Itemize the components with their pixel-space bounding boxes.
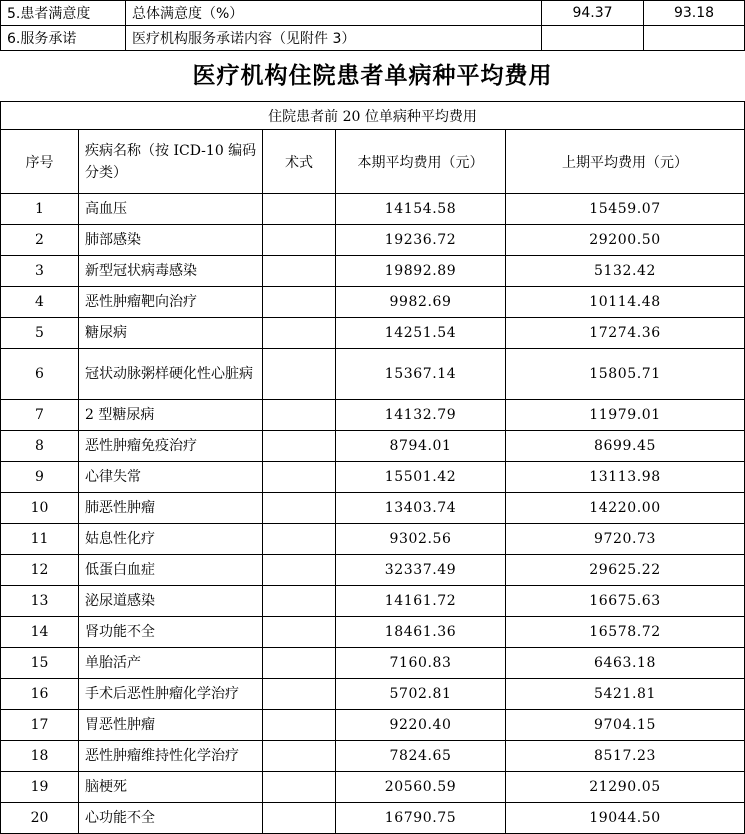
row-index: 4 [1, 287, 79, 318]
previous-cost: 10114.48 [506, 287, 745, 318]
current-cost: 14132.79 [336, 400, 506, 431]
row-index: 15 [1, 648, 79, 679]
disease-name: 脑梗死 [79, 772, 263, 803]
previous-cost: 29200.50 [506, 225, 745, 256]
row-index: 10 [1, 493, 79, 524]
current-cost: 9982.69 [336, 287, 506, 318]
row-index: 3 [1, 256, 79, 287]
disease-name: 胃恶性肿瘤 [79, 710, 263, 741]
disease-name: 糖尿病 [79, 318, 263, 349]
header-current-cost: 本期平均费用（元） [336, 130, 506, 194]
previous-cost: 9704.15 [506, 710, 745, 741]
current-cost: 13403.74 [336, 493, 506, 524]
table-row [1, 194, 745, 225]
disease-name: 肺部感染 [79, 225, 263, 256]
page-title: 医疗机构住院患者单病种平均费用 [192, 62, 553, 89]
table-row [1, 349, 745, 400]
surgery-type [263, 287, 336, 318]
indicator-label: 6.服务承诺 [1, 26, 126, 51]
previous-cost: 14220.00 [506, 493, 745, 524]
row-index: 18 [1, 741, 79, 772]
surgery-type [263, 586, 336, 617]
current-cost: 5702.81 [336, 679, 506, 710]
previous-cost: 6463.18 [506, 648, 745, 679]
row-index: 20 [1, 803, 79, 834]
current-cost: 18461.36 [336, 617, 506, 648]
surgery-type [263, 524, 336, 555]
current-value [542, 26, 644, 51]
surgery-type [263, 225, 336, 256]
disease-name: 肺恶性肿瘤 [79, 493, 263, 524]
indicator-label: 5.患者满意度 [1, 1, 126, 26]
previous-value [644, 26, 745, 51]
table-caption: 住院患者前 20 位单病种平均费用 [1, 102, 745, 130]
table-row [1, 1, 745, 26]
table-row [1, 524, 745, 555]
surgery-type [263, 803, 336, 834]
disease-name: 恶性肿瘤免疫治疗 [79, 431, 263, 462]
current-cost: 7160.83 [336, 648, 506, 679]
previous-cost: 16578.72 [506, 617, 745, 648]
table-row [1, 256, 745, 287]
table-row [1, 318, 745, 349]
previous-cost: 19044.50 [506, 803, 745, 834]
previous-value: 93.18 [644, 1, 745, 26]
row-index: 16 [1, 679, 79, 710]
current-cost: 20560.59 [336, 772, 506, 803]
header-index: 序号 [1, 130, 79, 194]
row-index: 12 [1, 555, 79, 586]
disease-name: 手术后恶性肿瘤化学治疗 [79, 679, 263, 710]
table-row [1, 741, 745, 772]
header-surgery: 术式 [263, 130, 336, 194]
disease-name: 姑息性化疗 [79, 524, 263, 555]
surgery-type [263, 256, 336, 287]
disease-name: 泌尿道感染 [79, 586, 263, 617]
table-row [1, 586, 745, 617]
current-cost: 14154.58 [336, 194, 506, 225]
table-row [1, 225, 745, 256]
current-cost: 15501.42 [336, 462, 506, 493]
surgery-type [263, 679, 336, 710]
surgery-type [263, 741, 336, 772]
disease-name: 恶性肿瘤维持性化学治疗 [79, 741, 263, 772]
previous-cost: 5132.42 [506, 256, 745, 287]
previous-cost: 16675.63 [506, 586, 745, 617]
disease-name: 冠状动脉粥样硬化性心脏病 [79, 349, 263, 400]
current-cost: 19236.72 [336, 225, 506, 256]
current-cost: 19892.89 [336, 256, 506, 287]
surgery-type [263, 462, 336, 493]
previous-cost: 15805.71 [506, 349, 745, 400]
current-cost: 16790.75 [336, 803, 506, 834]
row-index: 2 [1, 225, 79, 256]
current-cost: 14161.72 [336, 586, 506, 617]
current-cost: 32337.49 [336, 555, 506, 586]
table-row [1, 431, 745, 462]
table-row [1, 462, 745, 493]
disease-name: 心律失常 [79, 462, 263, 493]
surgery-type [263, 400, 336, 431]
satisfaction-table [0, 0, 745, 51]
row-index: 7 [1, 400, 79, 431]
disease-name: 心功能不全 [79, 803, 263, 834]
surgery-type [263, 318, 336, 349]
surgery-type [263, 349, 336, 400]
table-row [1, 287, 745, 318]
previous-cost: 8517.23 [506, 741, 745, 772]
surgery-type [263, 710, 336, 741]
table-row [1, 679, 745, 710]
row-index: 5 [1, 318, 79, 349]
previous-cost: 15459.07 [506, 194, 745, 225]
table-row [1, 493, 745, 524]
table-header-row [1, 130, 745, 194]
indicator-item: 医疗机构服务承诺内容（见附件 3） [126, 26, 542, 51]
disease-name: 恶性肿瘤靶向治疗 [79, 287, 263, 318]
disease-name: 高血压 [79, 194, 263, 225]
table-row [1, 617, 745, 648]
previous-cost: 5421.81 [506, 679, 745, 710]
previous-cost: 9720.73 [506, 524, 745, 555]
row-index: 19 [1, 772, 79, 803]
previous-cost: 11979.01 [506, 400, 745, 431]
row-index: 1 [1, 194, 79, 225]
disease-name: 单胎活产 [79, 648, 263, 679]
surgery-type [263, 493, 336, 524]
previous-cost: 17274.36 [506, 318, 745, 349]
row-index: 9 [1, 462, 79, 493]
row-index: 17 [1, 710, 79, 741]
table-row [1, 648, 745, 679]
surgery-type [263, 431, 336, 462]
disease-name: 新型冠状病毒感染 [79, 256, 263, 287]
previous-cost: 8699.45 [506, 431, 745, 462]
table-row [1, 555, 745, 586]
header-previous-cost: 上期平均费用（元） [506, 130, 745, 194]
disease-name: 低蛋白血症 [79, 555, 263, 586]
current-cost: 7824.65 [336, 741, 506, 772]
previous-cost: 21290.05 [506, 772, 745, 803]
surgery-type [263, 555, 336, 586]
current-cost: 14251.54 [336, 318, 506, 349]
indicator-item: 总体满意度（%） [126, 1, 542, 26]
header-disease: 疾病名称（按 ICD-10 编码分类） [79, 130, 263, 194]
table-row [1, 400, 745, 431]
current-cost: 9302.56 [336, 524, 506, 555]
surgery-type [263, 648, 336, 679]
row-index: 6 [1, 349, 79, 400]
previous-cost: 29625.22 [506, 555, 745, 586]
table-row [1, 26, 745, 51]
row-index: 14 [1, 617, 79, 648]
surgery-type [263, 772, 336, 803]
row-index: 11 [1, 524, 79, 555]
current-cost: 8794.01 [336, 431, 506, 462]
disease-name: 2 型糖尿病 [79, 400, 263, 431]
current-cost: 15367.14 [336, 349, 506, 400]
table-row [1, 710, 745, 741]
table-row [1, 772, 745, 803]
previous-cost: 13113.98 [506, 462, 745, 493]
row-index: 13 [1, 586, 79, 617]
table-row [1, 803, 745, 834]
row-index: 8 [1, 431, 79, 462]
disease-cost-table [0, 101, 745, 834]
surgery-type [263, 194, 336, 225]
disease-name: 肾功能不全 [79, 617, 263, 648]
current-value: 94.37 [542, 1, 644, 26]
current-cost: 9220.40 [336, 710, 506, 741]
surgery-type [263, 617, 336, 648]
